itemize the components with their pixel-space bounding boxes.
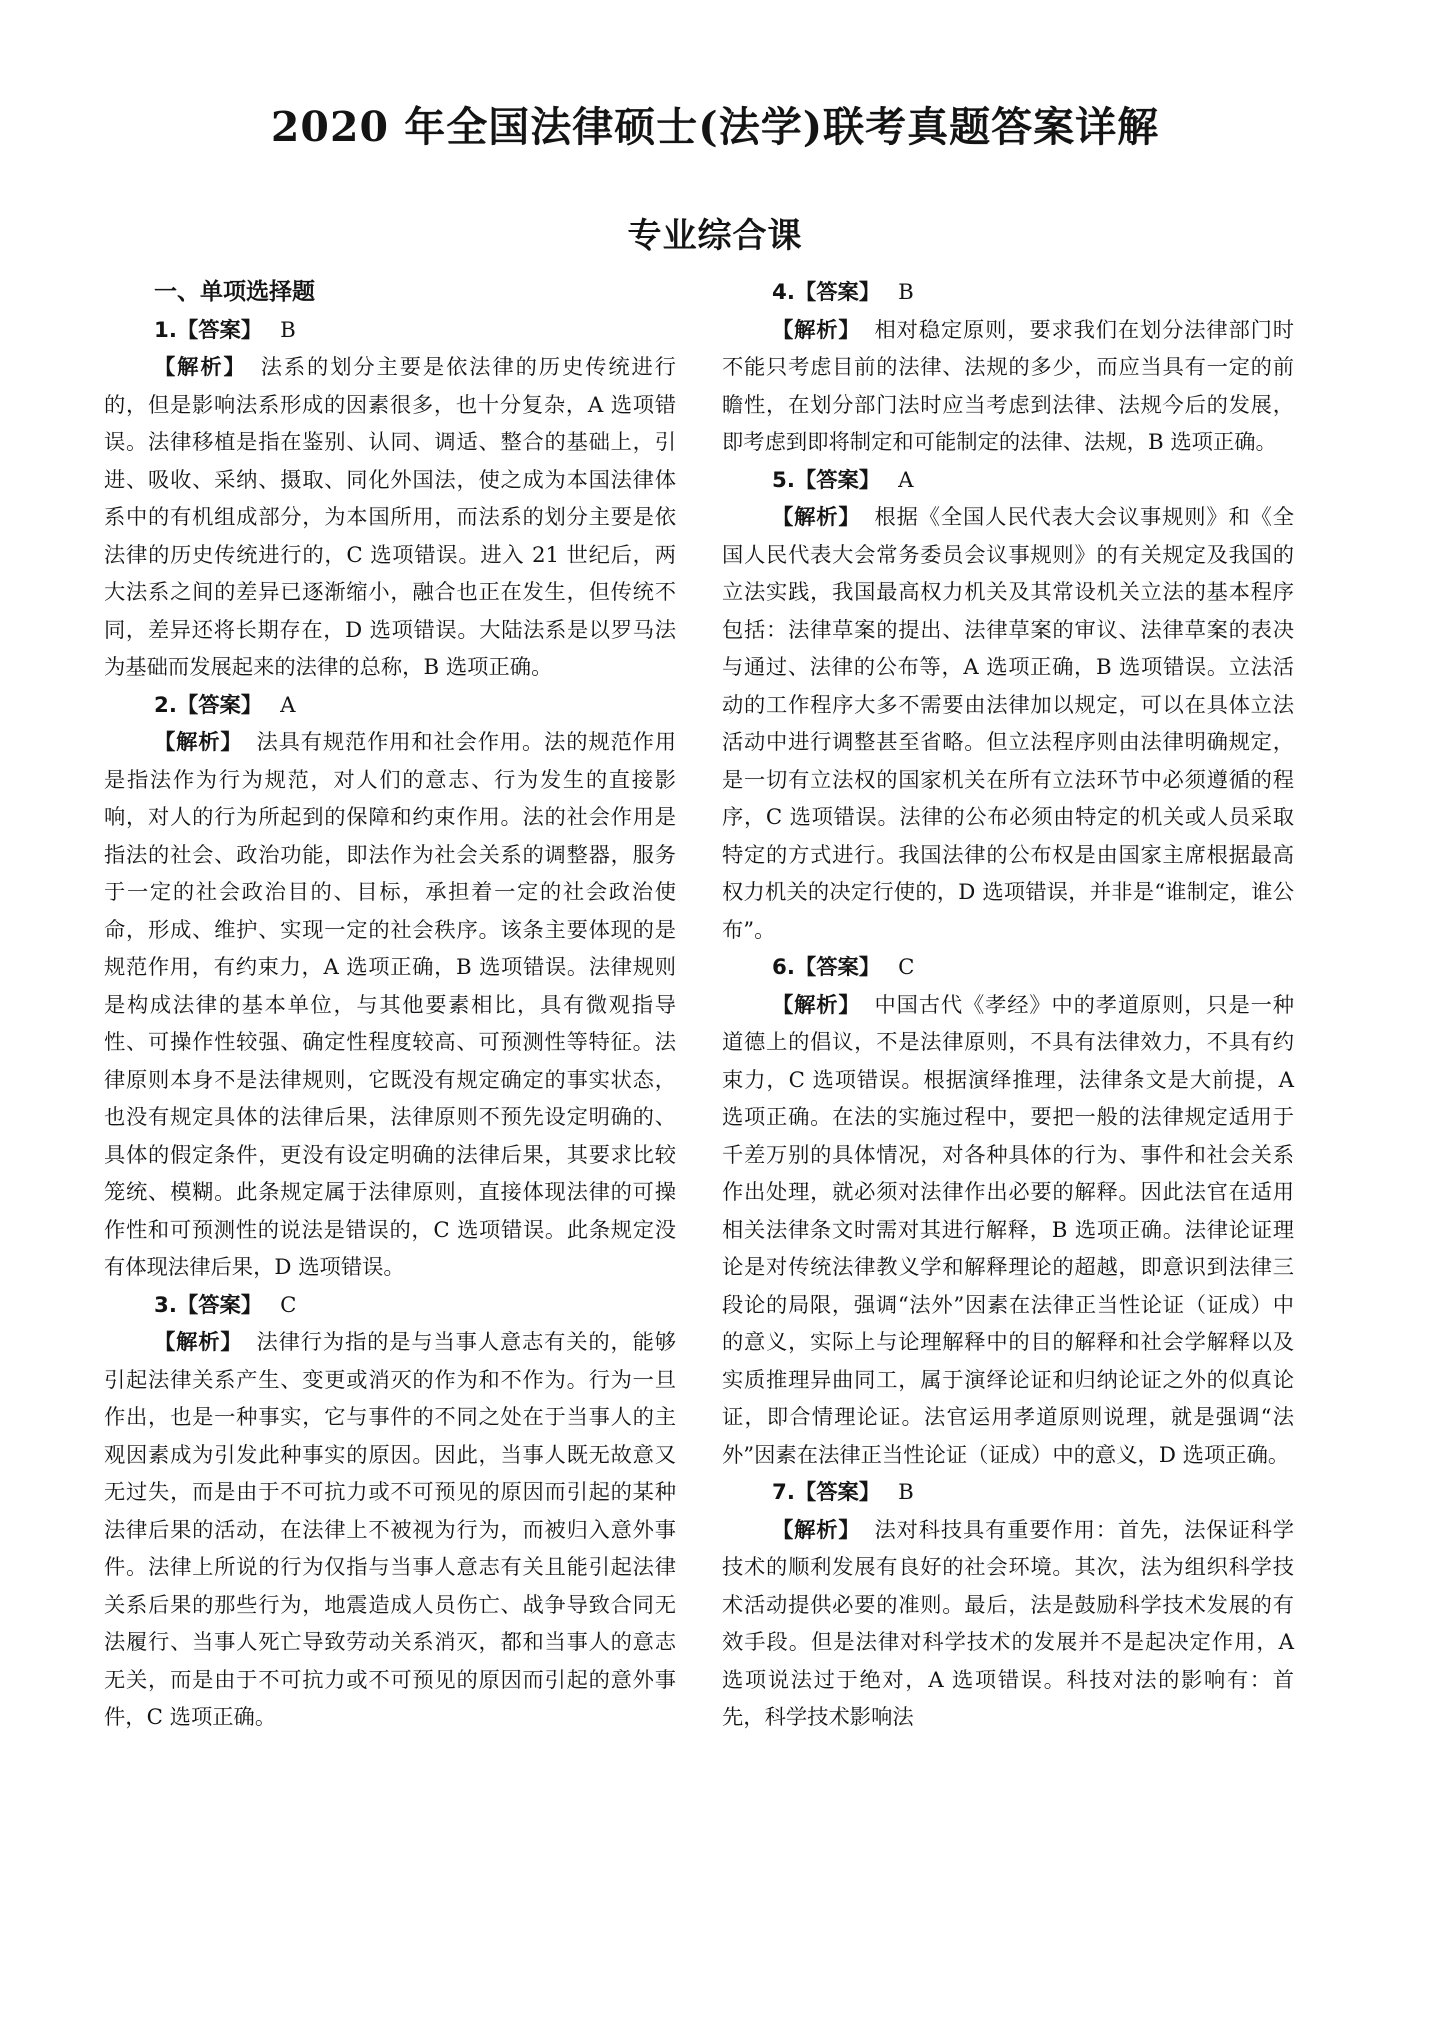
- answer-value: A: [280, 692, 296, 718]
- answer-tag: 【答案】: [176, 317, 263, 343]
- page-title: 2020 年全国法律硕士(法学)联考真题答案详解: [270, 103, 1160, 151]
- question-number: 4.: [772, 280, 795, 305]
- analysis-tag: 【解析】: [772, 505, 861, 530]
- answer-tag: 【答案】: [794, 280, 881, 305]
- question-number: 3.: [154, 1292, 177, 1318]
- question-number: 7.: [772, 1480, 795, 1505]
- answer-line-4: [772, 274, 1294, 312]
- answer-line-2: [154, 687, 676, 725]
- answer-value: C: [280, 1292, 297, 1318]
- question-number: 1.: [154, 317, 177, 343]
- section-title: 专业综合课: [627, 216, 803, 256]
- answer-line-1: [154, 312, 676, 350]
- analysis-text: 中国古代《孝经》中的孝道原则，只是一种道德上的倡议，不是法律原则，不具有法律效力，不具有约束力，C 选项错误。根据演绎推理，法律条文是大前提，A 选项正确。在法的实施过程中，要把一般的法律规定适用于千差万别的具体情况，对各种具体的行为、事件和社会关系作出处理，就必须对法律作出必要的解释。因此法官在适用相关法律条文时需对其进行解释，B 选项正确。法律论证理论是对传统法律教义学和解释理论的超越，即意识到法律三段论的局限，强调“法外”因素在法律正当性论证（证成）中的意义，实际上与论理解释中的目的解释和社会学解释以及实质推理异曲同工，属于演绎论证和归纳论证之外的似真论证，即合情理论证。法官运用孝道原则说理，就是强调“法外”因素在法律正当性论证（证成）中的意义，D 选项正确。: [722, 992, 1294, 1468]
- analysis-tag: 【解析】: [772, 317, 861, 343]
- answer-tag: 【答案】: [794, 467, 881, 493]
- analysis-text: 相对稳定原则，要求我们在划分法律部门时不能只考虑目前的法律、法规的多少，而应当具有一定的前瞻性，在划分部门法时应当考虑到法律、法规今后的发展，即考虑到即将制定和可能制定的法律、法规，B 选项正确。: [722, 317, 1294, 455]
- answer-tag: 【答案】: [176, 692, 263, 718]
- right-column: [722, 274, 1294, 1737]
- question-number: 5.: [772, 467, 795, 493]
- left-column: [104, 274, 676, 1737]
- analysis-1: [104, 349, 676, 687]
- analysis-tag: 【解析】: [154, 730, 243, 755]
- answer-tag: 【答案】: [794, 955, 881, 980]
- answer-value: A: [898, 467, 914, 493]
- analysis-text: 法对科技具有重要作用：首先，法保证科学技术的顺利发展有良好的社会环境。其次，法为组织科学技术活动提供必要的准则。最后，法是鼓励科学技术发展的有效手段。但是法律对科学技术的发展并不是起决定作用，A 选项说法过于绝对，A 选项错误。科技对法的影响有：首先，科学技术影响法: [722, 1517, 1294, 1730]
- analysis-7: [722, 1512, 1294, 1737]
- answer-value: B: [280, 317, 296, 343]
- analysis-3: [104, 1324, 676, 1737]
- analysis-tag: 【解析】: [154, 1330, 243, 1355]
- answer-value: B: [898, 1480, 914, 1505]
- analysis-text: 法系的划分主要是依法律的历史传统进行的，但是影响法系形成的因素很多，也十分复杂，A 选项错误。法律移植是指在鉴别、认同、调适、整合的基础上，引进、吸收、采纳、摄取、同化外国法，使之成为本国法律体系中的有机组成部分，为本国所用，而法系的划分主要是依法律的历史传统进行的，C 选项错误。进入 21 世纪后，两大法系之间的差异已逐渐缩小，融合也正在发生，但传统不同，差异还将长期存在，D 选项错误。大陆法系是以罗马法为基础而发展起来的法律的总称，B 选项正确。: [104, 355, 676, 680]
- answer-line-6: [772, 949, 1294, 987]
- analysis-4: [722, 312, 1294, 462]
- answer-line-5: [772, 462, 1294, 500]
- analysis-6: [722, 987, 1294, 1475]
- analysis-tag: 【解析】: [772, 992, 861, 1018]
- analysis-text: 法具有规范作用和社会作用。法的规范作用是指法作为行为规范，对人们的意志、行为发生的直接影响，对人的行为所起到的保障和约束作用。法的社会作用是指法的社会、政治功能，即法作为社会关系的调整器，服务于一定的社会政治目的、目标，承担着一定的社会政治使命，形成、维护、实现一定的社会秩序。该条主要体现的是规范作用，有约束力，A 选项正确，B 选项错误。法律规则是构成法律的基本单位，与其他要素相比，具有微观指导性、可操作性较强、确定性程度较高、可预测性等特征。法律原则本身不是法律规则，它既没有规定确定的事实状态，也没有规定具体的法律后果，法律原则不预先设定明确的、具体的假定条件，更没有设定明确的法律后果，其要求比较笼统、模糊。此条规定属于法律原则，直接体现法律的可操作性和可预测性的说法是错误的，C 选项错误。此条规定没有体现法律后果，D 选项错误。: [104, 730, 676, 1280]
- answer-tag: 【答案】: [794, 1480, 881, 1505]
- answer-value: B: [898, 280, 914, 305]
- analysis-text: 法律行为指的是与当事人意志有关的，能够引起法律关系产生、变更或消灭的作为和不作为。行为一旦作出，也是一种事实，它与事件的不同之处在于当事人的主观因素成为引发此种事实的原因。因此，当事人既无故意又无过失，而是由于不可抗力或不可预见的原因而引起的某种法律后果的活动，在法律上不被视为行为，而被归入意外事件。法律上所说的行为仅指与当事人意志有关且能引起法律关系后果的那些行为，地震造成人员伤亡、战争导致合同无法履行、当事人死亡导致劳动关系消灭，都和当事人的意志无关，而是由于不可抗力或不可预见的原因而引起的意外事件，C 选项正确。: [104, 1330, 676, 1730]
- part-heading: 一、单项选择题: [154, 279, 315, 305]
- answer-value: C: [898, 955, 915, 980]
- question-number: 2.: [154, 692, 177, 718]
- analysis-2: [104, 724, 676, 1287]
- question-number: 6.: [772, 955, 795, 980]
- answer-line-3: [154, 1287, 676, 1325]
- analysis-text: 根据《全国人民代表大会议事规则》和《全国人民代表大会常务委员会议事规则》的有关规定及我国的立法实践，我国最高权力机关及其常设机关立法的基本程序包括：法律草案的提出、法律草案的审议、法律草案的表决与通过、法律的公布等，A 选项正确，B 选项错误。立法活动的工作程序大多不需要由法律加以规定，可以在具体立法活动中进行调整甚至省略。但立法程序则由法律明确规定，是一切有立法权的国家机关在所有立法环节中必须遵循的程序，C 选项错误。法律的公布必须由特定的机关或人员采取特定的方式进行。我国法律的公布权是由国家主席根据最高权力机关的决定行使的，D 选项错误，并非是“谁制定，谁公布”。: [722, 505, 1294, 943]
- analysis-tag: 【解析】: [772, 1517, 861, 1543]
- analysis-5: [722, 499, 1294, 949]
- answer-line-7: [772, 1474, 1294, 1512]
- analysis-tag: 【解析】: [154, 355, 247, 380]
- answer-tag: 【答案】: [176, 1292, 263, 1318]
